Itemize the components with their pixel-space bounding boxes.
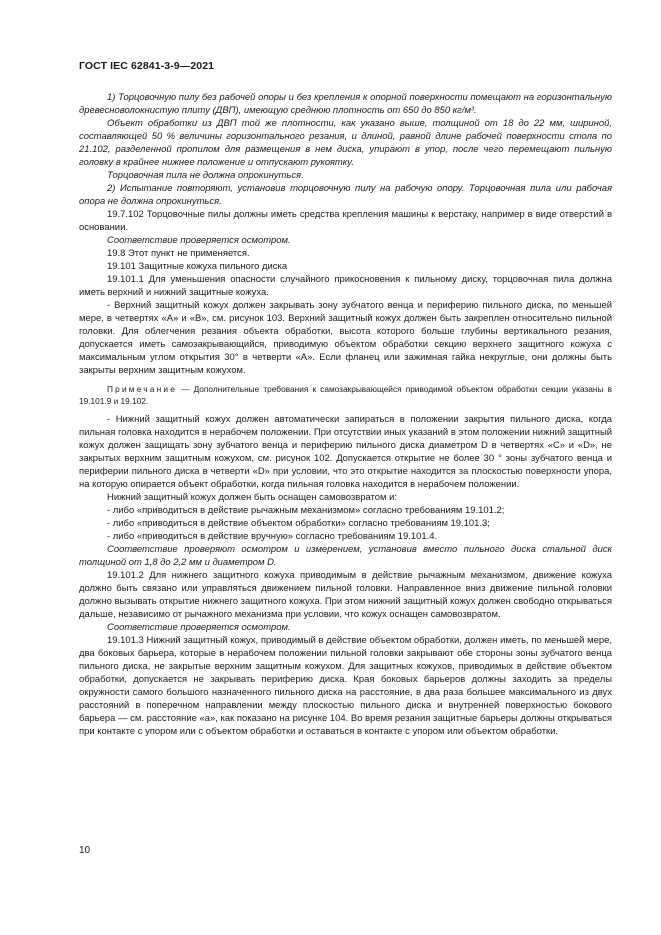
page-number: 10 — [79, 845, 91, 856]
paragraph: Нижний защитный кожух должен быть оснащен самовозвратом и: — [107, 492, 397, 503]
section-heading: 19.101 Защитные кожуха пильного диска — [107, 261, 288, 272]
note-label: Примечание — [107, 384, 178, 394]
list-item: - либо «приводиться в действие рычажным механизмом» согласно требованиям 19.101.2; — [107, 505, 505, 516]
paragraph: 1) Торцовочную пилу без рабочей опоры и без крепления к опорной поверхности помещают на горизонтальную древесноволокнистую плиту (ДВП), имеющую среднюю плотность от 650 до 850 кг/м³. — [79, 92, 612, 116]
paragraph: Соответствие проверяют осмотром и измерением, установив вместо пильного диска стальной диск толщиной от 1,8 до 2,2 мм и диаметром D. — [79, 544, 612, 568]
paragraph: 19.7.102 Торцовочные пилы должны иметь средства крепления машины к верстаку, например в виде отверстий в основании. — [79, 209, 612, 233]
paragraph: Соответствие проверяется осмотром. — [107, 622, 291, 633]
paragraph: 2) Испытание повторяют, установив торцовочную пилу на рабочую опору. Торцовочная пила или рабочая опора не должна опрокинуться. — [79, 183, 612, 207]
paragraph: 19.8 Этот пункт не применяется. — [107, 248, 250, 259]
note — [79, 383, 612, 407]
note-text: — Дополнительные требования к самозакрывающейся приводимой объектом обработки секции указаны в 19.101.9 и 19.102. — [79, 384, 612, 406]
paragraph: 19.101.3 Нижний защитный кожух, приводимый в действие объектом обработки, должен иметь, по меньшей мере, два боковых барьера, которые в нерабочем положении пильной головки закрывают обе стороны зоны зубчатого венца пильного диска, не закрытые верхним защитным кожухом. Для защитных кожухов, приводимых в действие объектом обработки, допускается не закрывать периферию диска. Края боковых барьеров должны заходить за пределы окружности самого большого назначенного пильного диска на расстояние, в два раза большее максимального из двух расстояний в поперечном направлении между плоскостью пильного диска и внутренней поверхностью бокового барьера — см. расстояние «а», как показано на рисунке 104. Во время резания защитные барьеры должны открываться при контакте с упором или с объектом обработки и оставаться в контакте с упором или объектом обработки. — [79, 635, 612, 737]
paragraph: Торцовочная пила не должна опрокинуться. — [107, 170, 304, 181]
list-item: - либо «приводиться в действие вручную» согласно требованиям 19.101.4. — [107, 531, 438, 542]
list-item: - Нижний защитный кожух должен автоматически запираться в положении закрытия пильного диска, когда пильная головка находится в нерабочем положении. При отсутствии иных указаний в этом положении нижний защитный кожух должен защищать зону зубчатого венца и периферию пильного диска диаметром D в четвертях «С» и «D», не закрытых верхним защитным кожухом, см. рисунок 102. Допускается открытие не более 30 ° зоны зубчатого венца и периферии пильного диска в четверти «D» при условии, что это открытие находится за плоскостью поверхности упора, на которую опирается объект обработки, когда пильная головка находится в нерабочем положении. — [79, 414, 612, 490]
paragraph: 19.101.1 Для уменьшения опасности случайного прикосновения к пильному диску, торцовочная пила должна иметь верхний и нижний защитные кожуха. — [79, 274, 612, 298]
document-body — [79, 91, 612, 738]
paragraph: Соответствие проверяется осмотром. — [107, 235, 291, 246]
list-item: - либо «приводиться в действие объектом обработки» согласно требованиям 19.101.3; — [107, 518, 490, 529]
paragraph: 19.101.2 Для нижнего защитного кожуха приводимым в действие рычажным механизмом, движение кожуха должно быть связано или управляться движением пильной головки. Направленное вниз движение пильной головки должно вызывать открытие нижнего защитного кожуха. При этом нижний защитный кожух должен свободно открываться дальше, независимо от рычажного механизма при условии, что кожух оснащен самовозвратом. — [79, 570, 612, 620]
list-item: - Верхний защитный кожух должен закрывать зону зубчатого венца и периферию пильного диска, по меньшей мере, в четвертях «А» и «В», см. рисунок 103. Верхний защитный кожух должен быть закреплен относительно пильной головки. Для облегчения резания объекта обработки, высота которого больше глубины вертикального резания, допускается иметь самозакрывающийся, приводимую объектом обработки секцию верхнего защитного кожуха с максимальным углом открытия 30° в четверти «А». Если фланец или зажимная гайка некруглые, они должны быть закрыты верхним защитным кожухом. — [79, 300, 612, 376]
document-header: ГОСТ IEC 62841-3-9—2021 — [79, 60, 215, 72]
paragraph: Объект обработки из ДВП той же плотности, как указано выше, толщиной от 18 до 22 мм, шириной, составляющей 50 % величины горизонтального резания, и длиной, равной длине рабочей поверхности стола по 21.102, разделенной пропилом для размещения в нем диска, упирают в упор, после чего перемещают пильную головку в крайнее нижнее положение и отпускают рукоятку. — [79, 118, 612, 168]
